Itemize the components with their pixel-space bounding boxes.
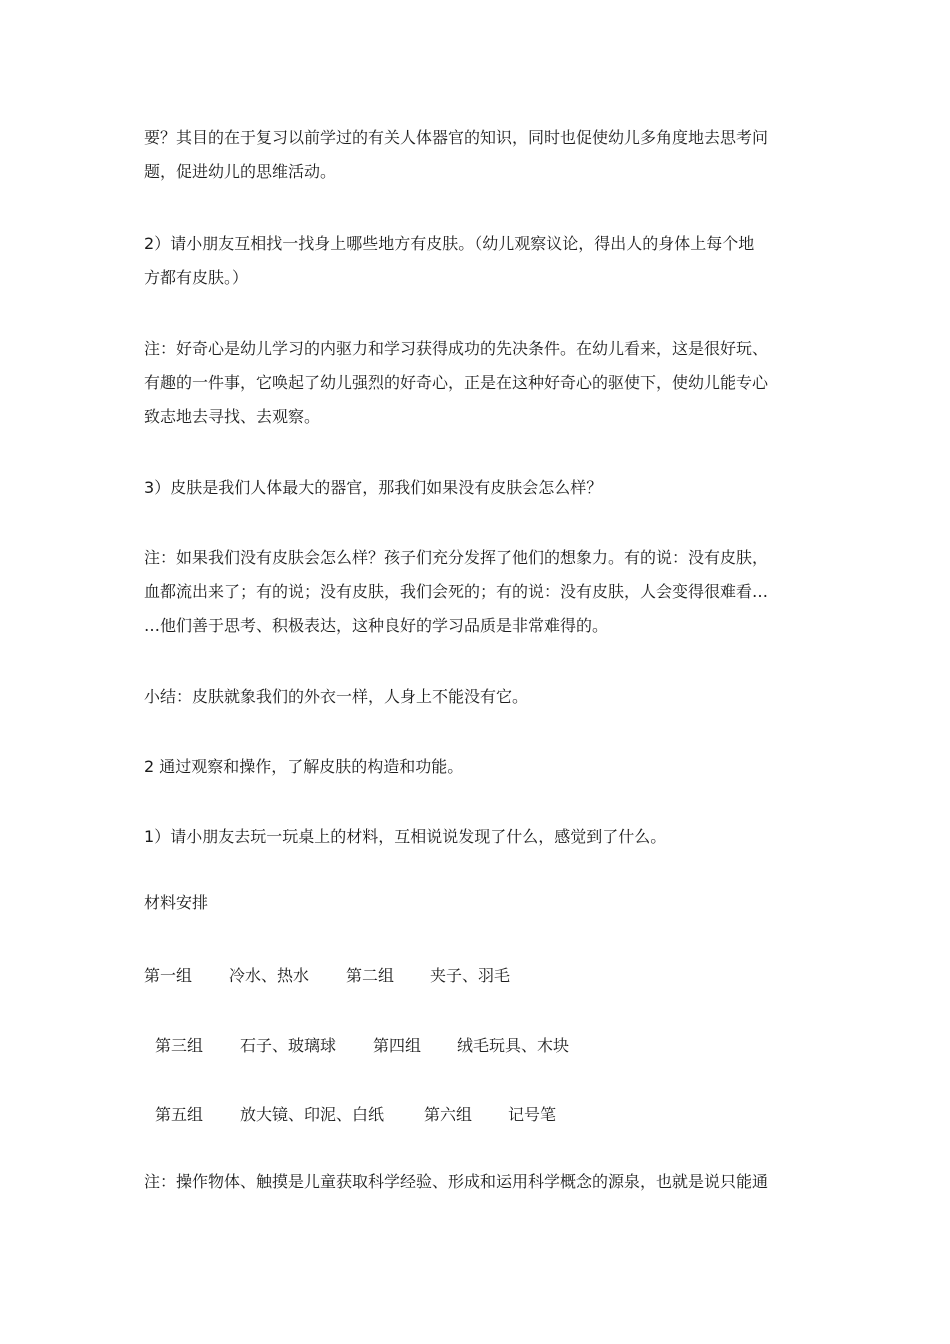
note-line: 致志地去寻找、去观察。 [144,407,321,426]
group-label: 第一组 [144,966,193,985]
paragraph-text: ）请小朋友去玩一玩桌上的材料，互相说说发现了什么，感觉到了什么。 [154,827,667,846]
paragraph-text: ）请小朋友互相找一找身上哪些地方有皮肤。（幼儿观察议论，得出人的身体上每个地 [154,234,755,253]
paragraph-line: 要？其目的在于复习以前学过的有关人体器官的知识，同时也促使幼儿多角度地去思考问 [144,128,769,147]
summary-line: 小结：皮肤就象我们的外衣一样，人身上不能没有它。 [144,687,529,706]
group-materials: 绒毛玩具、木块 [457,1036,570,1055]
group-label: 第六组 [424,1105,473,1124]
list-number: 2 [144,234,155,253]
section-text: 通过观察和操作，了解皮肤的构造和功能。 [154,757,464,776]
paragraph-line: 方都有皮肤。） [144,268,249,287]
note-line: 注：如果我们没有皮肤会怎么样？孩子们充分发挥了他们的想象力。有的说：没有皮肤， [144,548,769,567]
group-label: 第三组 [155,1036,204,1055]
section-number: 2 [144,757,155,776]
paragraph-line [144,478,814,498]
paragraph-line [144,234,814,254]
group-materials: 放大镜、印泥、白纸 [240,1105,385,1124]
section-heading [144,757,814,777]
paragraph-line [144,827,814,847]
group-materials: 冷水、热水 [229,966,310,985]
list-number: 3 [144,478,155,497]
group-materials: 石子、玻璃球 [240,1036,337,1055]
materials-heading: 材料安排 [144,893,209,912]
group-label: 第四组 [373,1036,422,1055]
note-line: …他们善于思考、积极表达，这种良好的学习品质是非常难得的。 [144,616,609,635]
list-number: 1 [144,827,155,846]
note-line: 血都流出来了；有的说；没有皮肤，我们会死的；有的说：没有皮肤，人会变得很难看… [144,582,769,601]
note-line: 注：好奇心是幼儿学习的内驱力和学习获得成功的先决条件。在幼儿看来，这是很好玩、 [144,339,769,358]
paragraph-line: 题，促进幼儿的思维活动。 [144,162,337,181]
note-line: 注：操作物体、触摸是儿童获取科学经验、形成和运用科学概念的源泉，也就是说只能通 [144,1172,769,1191]
paragraph-text: ）皮肤是我们人体最大的器官，那我们如果没有皮肤会怎么样？ [154,478,603,497]
group-label: 第五组 [155,1105,204,1124]
group-materials: 记号笔 [508,1105,557,1124]
group-label: 第二组 [346,966,395,985]
group-materials: 夹子、羽毛 [430,966,511,985]
note-line: 有趣的一件事，它唤起了幼儿强烈的好奇心，正是在这种好奇心的驱使下，使幼儿能专心 [144,373,769,392]
